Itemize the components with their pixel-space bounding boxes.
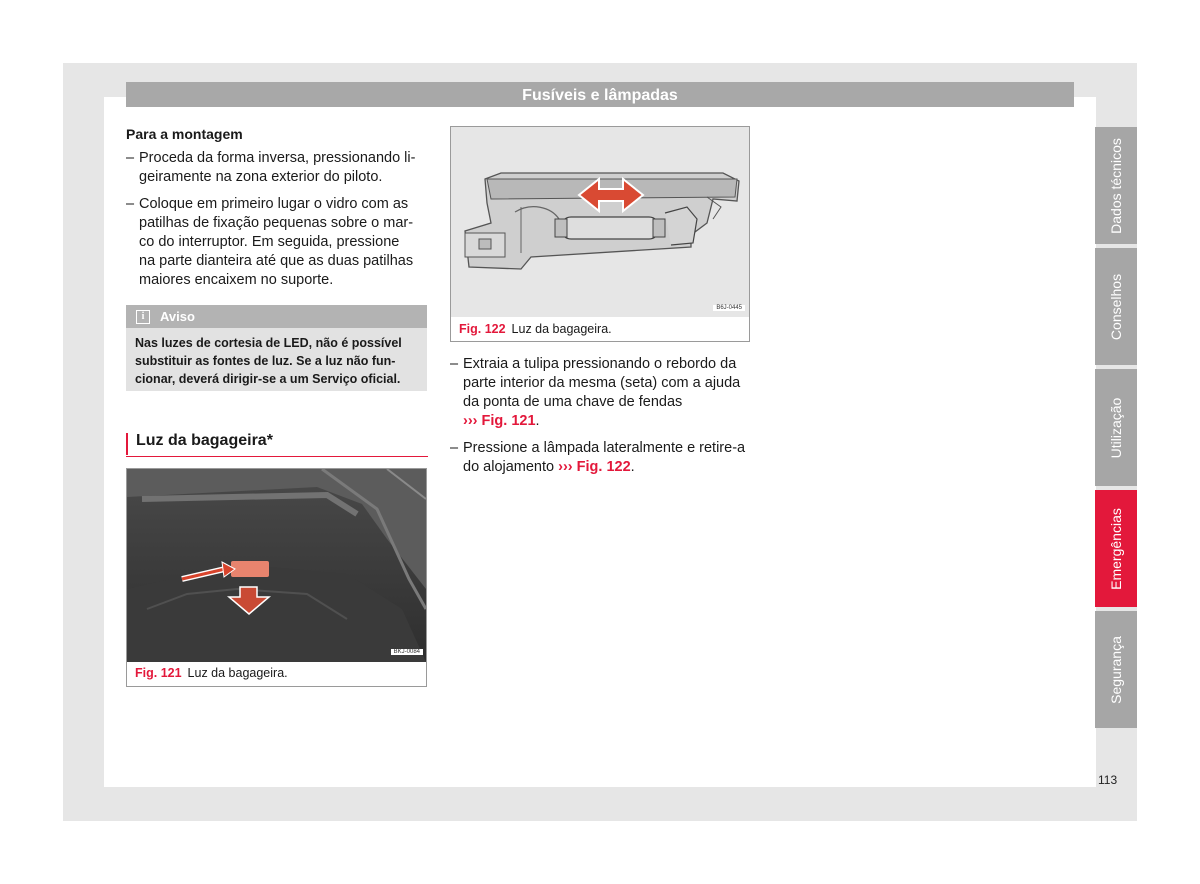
- step-dash: –: [126, 150, 135, 166]
- step-dash: –: [126, 196, 135, 212]
- step-line: na parte dianteira até que as duas patilhas: [139, 253, 414, 269]
- notice-body: [126, 328, 427, 394]
- step-line: maiores encaixem no suporte.: [139, 272, 334, 288]
- figure-number: Fig. 121: [135, 666, 182, 680]
- middle-column: [450, 355, 752, 477]
- step-line: Pressione a lâmpada lateralmente e retire-a: [463, 440, 746, 456]
- step-line: [463, 458, 752, 477]
- tab-label: Dados técnicos: [1108, 137, 1124, 234]
- assembly-step-2: [126, 195, 428, 290]
- notice-box: [126, 305, 427, 391]
- removal-step-1: [450, 355, 752, 431]
- figure-121: [126, 468, 427, 687]
- tab-label: Utilização: [1108, 397, 1124, 458]
- notice-line: cionar, deverá dirigir-se a um Serviço oficial.: [135, 372, 401, 386]
- figure-121-link[interactable]: Fig. 121: [481, 413, 536, 429]
- notice-line: substituir as fontes de luz. Se a luz não fun-: [135, 354, 396, 368]
- figure-ref-arrow: ›››: [463, 413, 478, 429]
- trunk-light-illustration: [127, 469, 426, 662]
- tab-seguranca[interactable]: [1095, 611, 1137, 728]
- figure-caption: [127, 662, 426, 684]
- step-line: co do interruptor. Em seguida, pressione: [139, 234, 400, 250]
- lamp-cover: [231, 561, 269, 577]
- step-line: da ponta de uma chave de fendas: [463, 394, 683, 410]
- removal-step-2: [450, 439, 752, 477]
- figure-caption: [451, 317, 749, 342]
- step-end: .: [630, 459, 635, 475]
- tab-utilizacao[interactable]: [1095, 369, 1137, 486]
- lamp-removal-illustration: [451, 127, 749, 317]
- figure-code: BKJ-0084: [391, 649, 423, 655]
- tab-label: Segurança: [1108, 635, 1124, 704]
- page-number: 113: [1098, 773, 1118, 787]
- figure-caption-text: Luz da bagageira.: [511, 322, 612, 336]
- figure-caption-text: Luz da bagageira.: [187, 666, 288, 680]
- assembly-subheading: Para a montagem: [126, 126, 243, 142]
- figure-ref-arrow: ›››: [558, 459, 573, 475]
- step-line: Proceda da forma inversa, pressionando li-: [139, 150, 416, 166]
- notice-header: [126, 305, 427, 328]
- left-column: [126, 125, 428, 290]
- figure-122: [450, 126, 750, 342]
- figure-number: Fig. 122: [459, 322, 506, 336]
- assembly-step-1: [126, 149, 428, 187]
- tab-dados-tecnicos[interactable]: [1095, 127, 1137, 244]
- step-text: do alojamento: [463, 459, 559, 475]
- section-title: Luz da bagageira*: [136, 432, 273, 449]
- figure-122-link[interactable]: Fig. 122: [576, 459, 631, 475]
- step-dash: –: [450, 440, 459, 456]
- tab-emergencias[interactable]: [1095, 490, 1137, 607]
- notice-title: Aviso: [160, 309, 195, 324]
- page-header: Fusíveis e lâmpadas: [126, 82, 1074, 107]
- tab-conselhos[interactable]: [1095, 248, 1137, 365]
- section-accent-bar: [126, 433, 128, 455]
- step-end: .: [535, 413, 540, 429]
- info-icon: i: [136, 310, 150, 324]
- step-line: [463, 412, 752, 431]
- step-line: patilhas de fixação pequenas sobre o mar-: [139, 215, 414, 231]
- step-line: Coloque em primeiro lugar o vidro com as: [139, 196, 409, 212]
- bulb: [561, 217, 659, 239]
- figure-code: B6J-0445: [713, 305, 745, 311]
- tab-label: Emergências: [1108, 507, 1124, 590]
- tab-label: Conselhos: [1108, 273, 1124, 340]
- section-heading: [126, 430, 428, 457]
- notice-line: Nas luzes de cortesia de LED, não é possível: [135, 336, 402, 350]
- step-line: geiramente na zona exterior do piloto.: [139, 169, 383, 185]
- step-line: Extraia a tulipa pressionando o rebordo da: [463, 356, 737, 372]
- step-line: parte interior da mesma (seta) com a ajuda: [463, 375, 741, 391]
- step-dash: –: [450, 356, 459, 372]
